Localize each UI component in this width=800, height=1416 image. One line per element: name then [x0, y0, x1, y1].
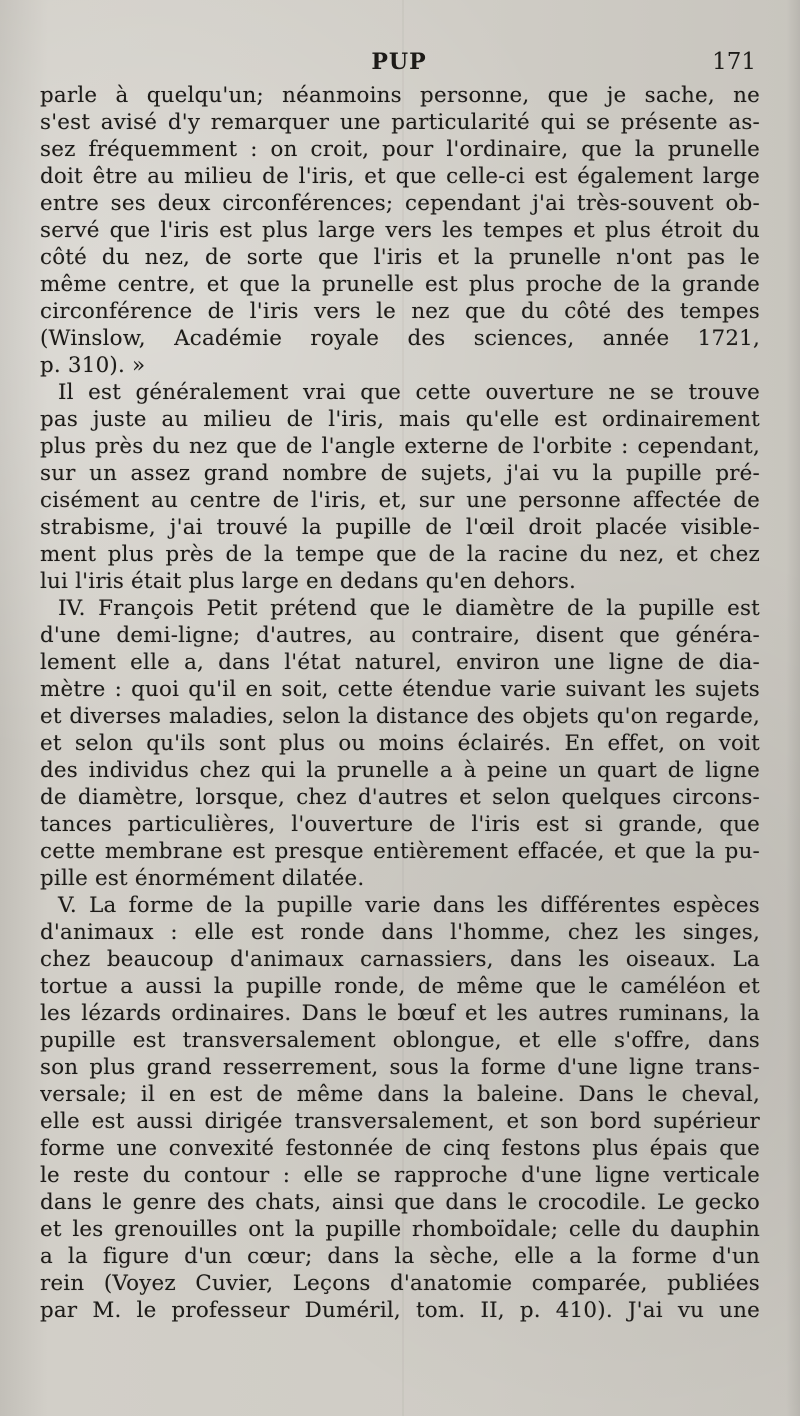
- text-line: (Winslow, Académie royale des sciences, année 1721,: [40, 326, 760, 351]
- text-line: circonférence de l'iris vers le nez que du côté des tempes: [40, 299, 760, 324]
- text-line: sur un assez grand nombre de sujets, j'ai vu la pupille pré-: [40, 461, 760, 486]
- text-line: ment plus près de la tempe que de la racine du nez, et chez: [40, 542, 760, 567]
- text-line: cisément au centre de l'iris, et, sur une personne affectée de: [40, 488, 760, 513]
- text-line: et selon qu'ils sont plus ou moins éclairés. En effet, on voit: [40, 731, 760, 756]
- text-line: pupille est transversalement oblongue, et elle s'offre, dans: [40, 1028, 760, 1053]
- text-line: sez fréquemment : on croit, pour l'ordinaire, que la prunelle: [40, 137, 760, 162]
- text-line: le reste du contour : elle se rapproche d'une ligne verticale: [40, 1163, 760, 1188]
- text-line: dans le genre des chats, ainsi que dans le crocodile. Le gecko: [40, 1190, 760, 1215]
- page-header: [42, 46, 756, 78]
- text-line: rein (Voyez Cuvier, Leçons d'anatomie comparée, publiées: [40, 1271, 760, 1296]
- text-line: pas juste au milieu de l'iris, mais qu'elle est ordinairement: [40, 407, 760, 432]
- page-number: 171: [712, 49, 756, 75]
- text-line: son plus grand resserrement, sous la forme d'une ligne trans-: [40, 1055, 760, 1080]
- text-line: côté du nez, de sorte que l'iris et la prunelle n'ont pas le: [40, 245, 760, 270]
- text-line: les lézards ordinaires. Dans le bœuf et les autres ruminans, la: [40, 1001, 760, 1026]
- text-line: d'une demi-ligne; d'autres, au contraire, disent que généra-: [40, 623, 760, 648]
- text-line: chez beaucoup d'animaux carnassiers, dans les oiseaux. La: [40, 947, 760, 972]
- text-line: entre ses deux circonférences; cependant j'ai très-souvent ob-: [40, 191, 760, 216]
- text-line: et diverses maladies, selon la distance des objets qu'on regarde,: [40, 704, 760, 729]
- text-line: même centre, et que la prunelle est plus proche de la grande: [40, 272, 760, 297]
- text-line: de diamètre, lorsque, chez d'autres et selon quelques circons-: [40, 785, 760, 810]
- text-line: plus près du nez que de l'angle externe de l'orbite : cependant,: [40, 434, 760, 459]
- text-line: cette membrane est presque entièrement effacée, et que la pu-: [40, 839, 760, 864]
- text-line: tortue a aussi la pupille ronde, de même que le caméléon et: [40, 974, 760, 999]
- text-line: pille est énormément dilatée.: [40, 866, 365, 891]
- text-line: et les grenouilles ont la pupille rhomboïdale; celle du dauphin: [40, 1217, 760, 1242]
- text-line: V. La forme de la pupille varie dans les différentes espèces: [58, 893, 760, 918]
- text-line: mètre : quoi qu'il en soit, cette étendue varie suivant les sujets: [40, 677, 760, 702]
- text-line: servé que l'iris est plus large vers les tempes et plus étroit du: [40, 218, 760, 243]
- text-line: par M. le professeur Duméril, tom. II, p. 410). J'ai vu une: [40, 1298, 760, 1323]
- text-line: Il est généralement vrai que cette ouverture ne se trouve: [58, 380, 760, 405]
- text-line: strabisme, j'ai trouvé la pupille de l'œil droit placée visible-: [40, 515, 760, 540]
- body-text: [40, 82, 760, 1324]
- text-line: doit être au milieu de l'iris, et que celle-ci est également large: [40, 164, 760, 189]
- text-line: parle à quelqu'un; néanmoins personne, que je sache, ne: [40, 83, 760, 108]
- text-line: des individus chez qui la prunelle a à peine un quart de ligne: [40, 758, 760, 783]
- text-line: d'animaux : elle est ronde dans l'homme, chez les singes,: [40, 920, 760, 945]
- text-line: lui l'iris était plus large en dedans qu'en dehors.: [40, 569, 577, 594]
- text-line: forme une convexité festonnée de cinq festons plus épais que: [40, 1136, 760, 1161]
- text-line: IV. François Petit prétend que le diamètre de la pupille est: [58, 596, 760, 621]
- running-head: PUP: [371, 49, 427, 75]
- text-line: tances particulières, l'ouverture de l'iris est si grande, que: [40, 812, 760, 837]
- text-line: elle est aussi dirigée transversalement, et son bord supérieur: [40, 1109, 760, 1134]
- text-line: p. 310). »: [40, 353, 146, 378]
- page-edge-shadow: [786, 0, 800, 1416]
- text-line: versale; il en est de même dans la baleine. Dans le cheval,: [40, 1082, 760, 1107]
- text-line: a la figure d'un cœur; dans la sèche, elle a la forme d'un: [40, 1244, 760, 1269]
- text-line: s'est avisé d'y remarquer une particularité qui se présente as-: [40, 110, 760, 135]
- text-line: lement elle a, dans l'état naturel, environ une ligne de dia-: [40, 650, 760, 675]
